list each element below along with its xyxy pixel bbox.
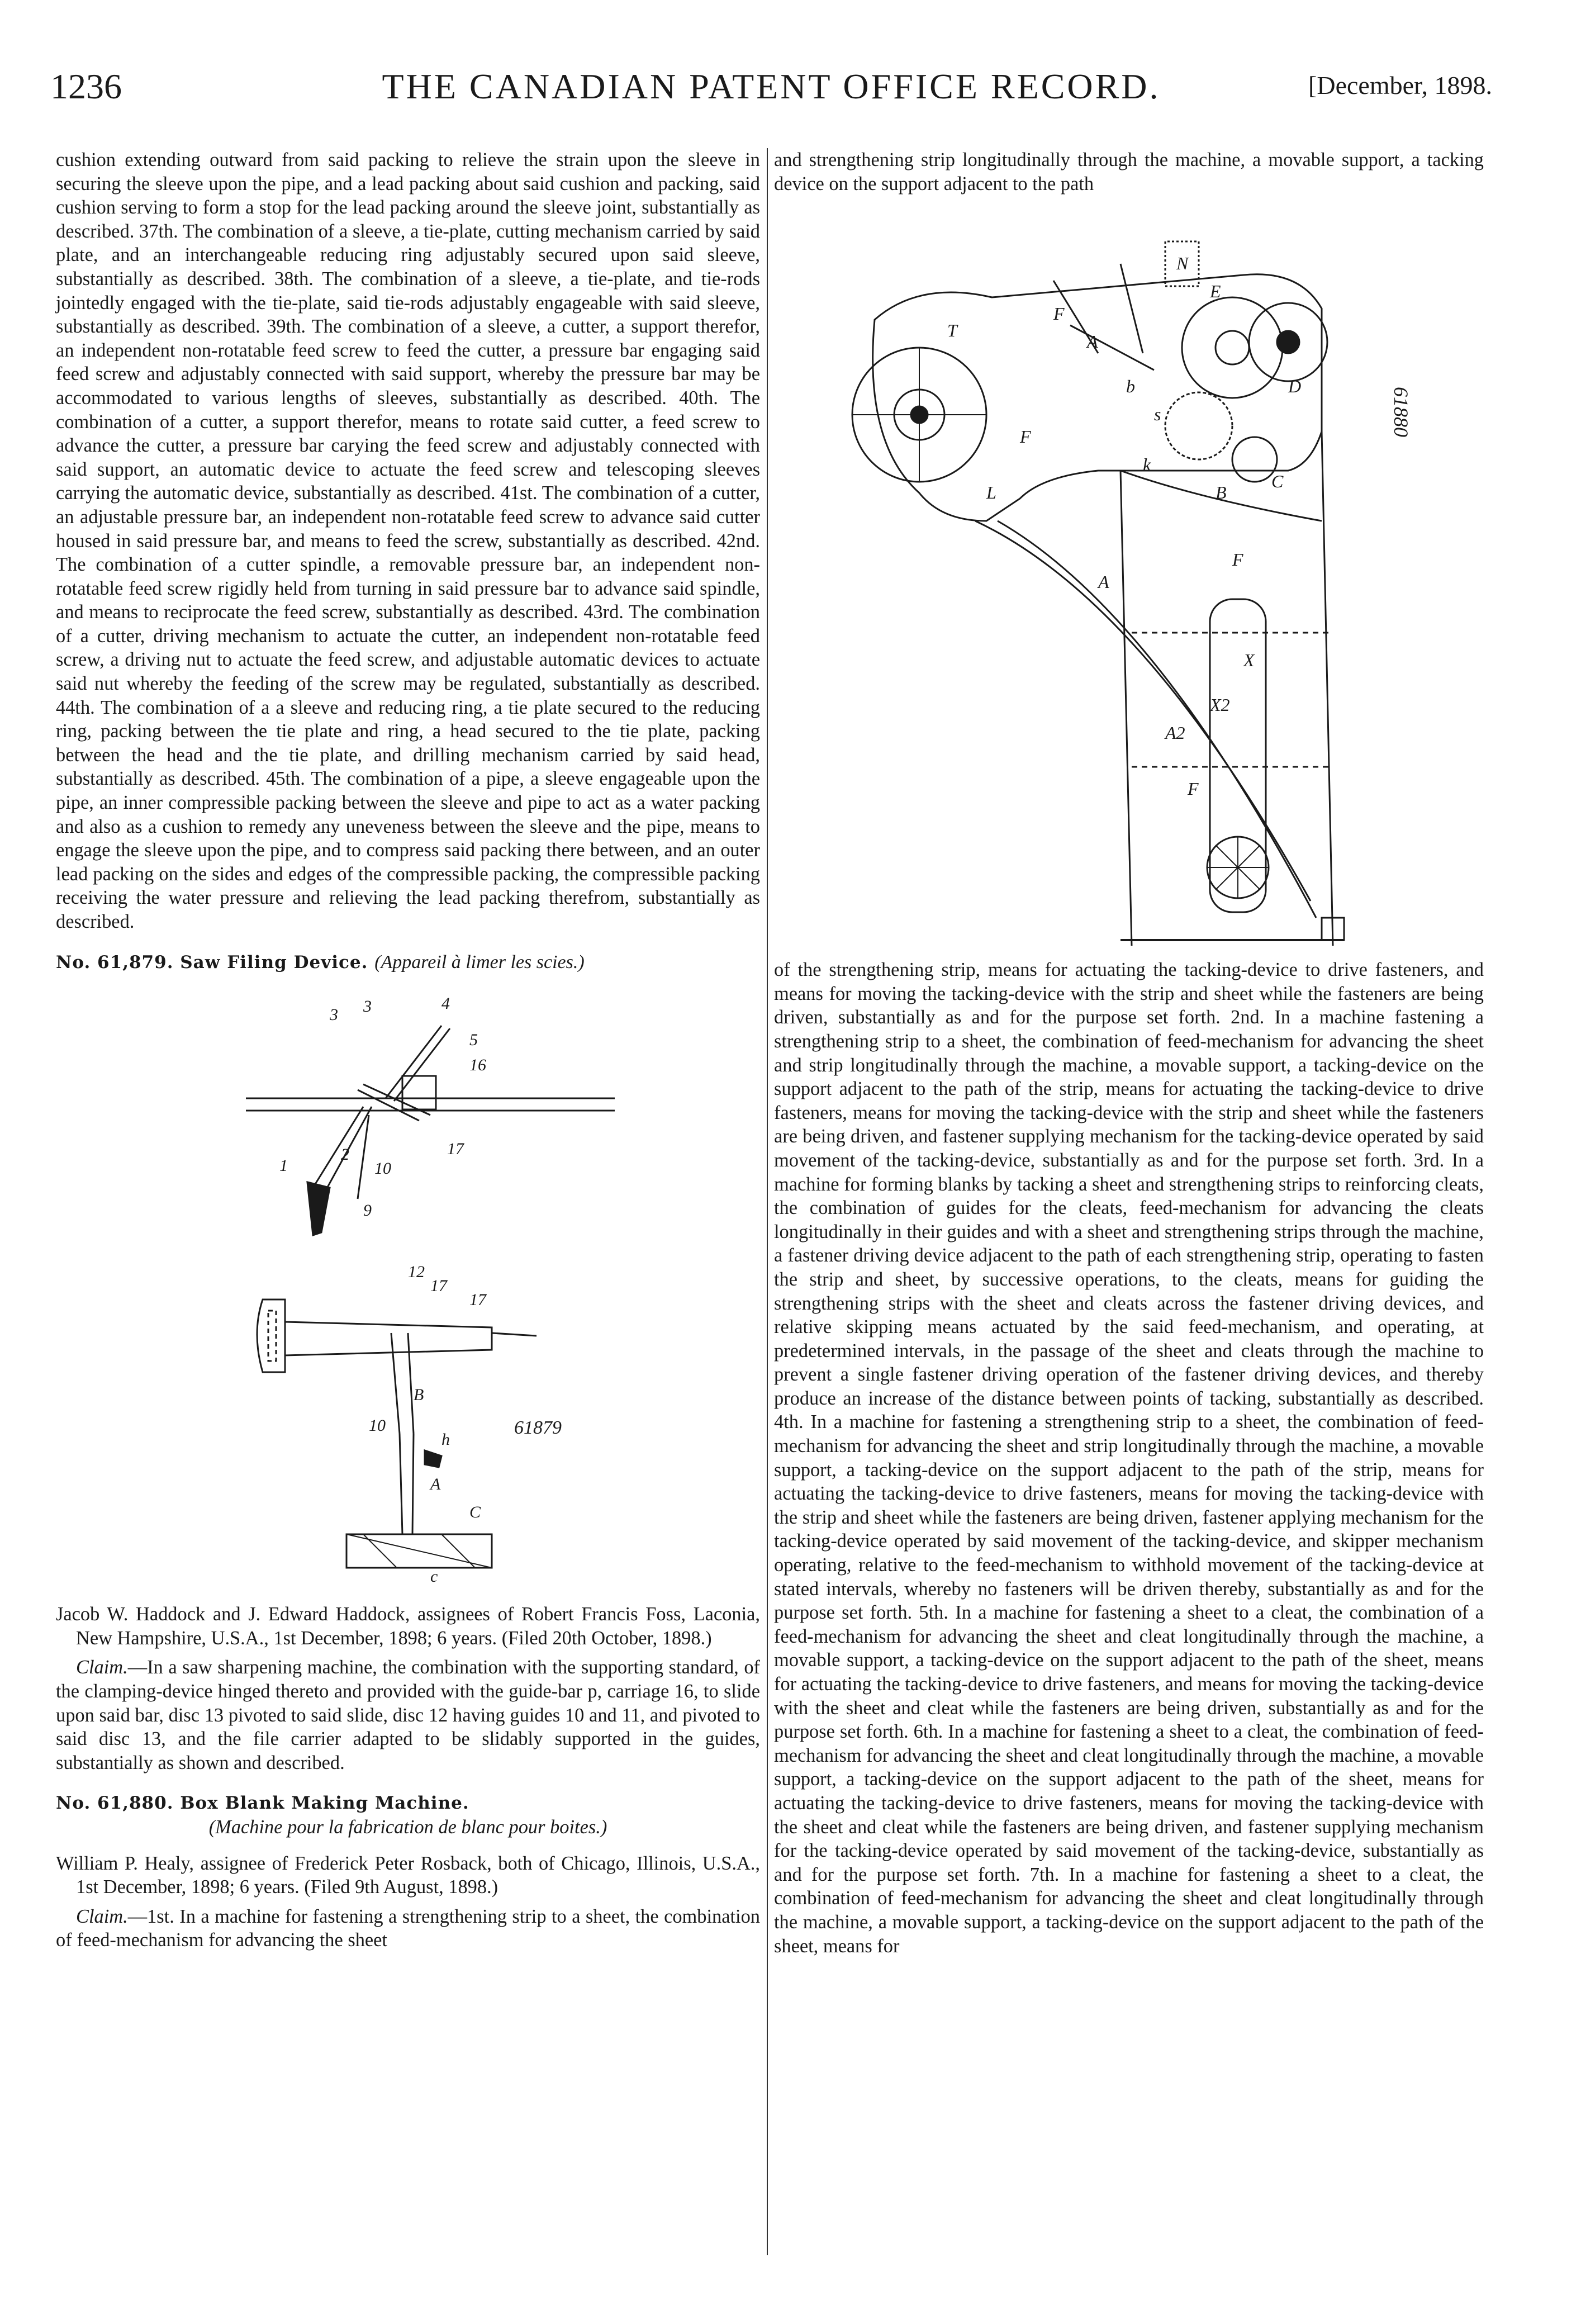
patent-title: Saw Filing Device. bbox=[180, 952, 368, 973]
figure-label: E bbox=[1210, 281, 1221, 302]
claim-text bbox=[56, 1905, 760, 1952]
figure-label: 17 bbox=[430, 1277, 447, 1296]
figure-label: X bbox=[1243, 650, 1255, 671]
figure-number: 61879 bbox=[514, 1417, 562, 1439]
box-blank-machine-figure bbox=[808, 208, 1450, 946]
column-divider bbox=[767, 148, 768, 2255]
claim-body: —1st. In a machine for fastening a strengthening strip to a sheet, the combination of feed-mechanism for advancing the sheet bbox=[56, 1905, 760, 1951]
figure-label: 17 bbox=[447, 1140, 464, 1159]
figure-label: F bbox=[1053, 303, 1065, 324]
claim-label: Claim. bbox=[76, 1905, 128, 1927]
figure-label: 16 bbox=[469, 1056, 486, 1075]
patent-entry-heading bbox=[56, 1791, 760, 1815]
figure-label: F bbox=[1020, 426, 1031, 447]
figure-label: 17 bbox=[469, 1291, 486, 1310]
patent-title-french: (Machine pour la fabrication de blanc pour boites.) bbox=[208, 1816, 607, 1838]
assignee-text: William P. Healy, assignee of Frederick Peter Rosback, both of Chicago, Illinois, U.S.A., 1st December, 1898; 6 years. (Filed 9th August, 1898.) bbox=[56, 1852, 760, 1898]
patent-number: No. 61,880. bbox=[56, 1793, 174, 1814]
figure-label: 1 bbox=[279, 1156, 288, 1175]
publication-title: THE CANADIAN PATENT OFFICE RECORD. bbox=[382, 67, 1161, 106]
figure-label: 3 bbox=[330, 1006, 338, 1025]
claim-label: Claim. bbox=[76, 1657, 128, 1678]
figure-label: A bbox=[1087, 331, 1098, 352]
right-column bbox=[774, 148, 1484, 1958]
claim-body: —In a saw sharpening machine, the combination with the supporting standard, of the clamping-device hinged thereto and provided with the guide-bar p, carriage 16, to slide upon said bar, disc 13 pivoted to said slide, disc 12 having guides 10 and 11, and pivoted to said disc 13, and the file carrier adapted to be slidably supported in the guides, substantially as shown and described. bbox=[56, 1657, 760, 1773]
figure-label: b bbox=[1126, 376, 1135, 397]
saw-filing-device-figure bbox=[179, 986, 637, 1590]
figure-label: L bbox=[986, 482, 996, 503]
patent-title-french: (Appareil à limer les scies.) bbox=[374, 951, 585, 973]
figure-label: F bbox=[1188, 779, 1199, 799]
patent-entry-heading bbox=[56, 951, 760, 975]
figure-label: 2 bbox=[341, 1145, 349, 1164]
figure-label: A bbox=[1098, 572, 1109, 592]
patent-number: No. 61,879. bbox=[56, 952, 174, 973]
figure-label: B bbox=[414, 1386, 424, 1405]
figure-label: A2 bbox=[1165, 723, 1185, 743]
figure-label: 4 bbox=[441, 994, 450, 1013]
assignee-text: Jacob W. Haddock and J. Edward Haddock, assignees of Robert Francis Foss, Laconia, New Hampshire, U.S.A., 1st December, 1898; 6 years. (Filed 20th October, 1898.) bbox=[56, 1604, 760, 1649]
continued-claims-text: of the strengthening strip, means for actuating the tacking-device to drive fasteners, and means for moving the tacking-device with the strip and sheet while the fasteners are being driven, substantially as and for the purpose set forth. 2nd. In a machine fastening a strengthening strip to a sheet, the combination of feed-mechanism for advancing the sheet and strip longitudinally through the machine, a movable support, a tacking-device on the support adjacent to the path of the strip, means for actuating the tacking-device to drive fasteners, means for moving the tacking-device with the strip and sheet while the fasteners are being driven, and fastener supplying mechanism for the tacking-device operated by said movement of the tacking-device, substantially as and for the purpose set forth. 3rd. In a machine for forming blanks by tacking a sheet and strengthening strips to reinforcing cleats, the combination of guides for the cleats, feed-mechanism for advancing the cleats longitudinally in their guides and with a sheet and strengthening strips through the machine, a fastener driving device adjacent to the path of each strengthening strip, operating to fasten the strip and sheet, by successive operations, to the cleats, means for guiding the strengthening strips with the sheet and cleats across the fastener driving devices, and relative skipping means actuated by the said feed-mechanism, and operating, at predetermined intervals, in the passage of the sheet and cleats through the machine to prevent a single fastener driving operation of the fastener driving devices, and thereby produce an increase of the distance between points of tacking, substantially as described. 4th. In a machine for fastening a strengthening strip to a sheet, the combination of feed-mechanism for advancing the sheet and strip longitudinally through the machine, a movable support, a tacking-device on the support adjacent to the path of the strip, means for actuating the tacking-device to drive fasteners, means for moving the tacking-device with the strip and sheet while the fasteners are being driven, fastener applying mechanism for the tacking-device operated by said movement of the tacking-device, and skipper mechanism operating, relative to the feed-mechanism to withhold movement of the tacking-device at stated intervals, whereby no fasteners will be driven thereby, substantially as and for the purpose set forth. 5th. In a machine for fastening a sheet to a cleat, the combination of a feed-mechanism for advancing the sheet and cleat longitudinally through the machine, a movable support, a tacking-device on the support adjacent to the path of the sheet, means for actuating the tacking-device to drive fasteners, and means for moving the tacking-device with the sheet and cleat while the fasteners are being driven, substantially as and for the purpose set forth. 6th. In a machine for fastening a sheet to a cleat, the combination of feed-mechanism for advancing the sheet and cleat longitudinally through the machine, a movable support, a tacking-device on the support adjacent to the path of the sheet, means for actuating the tacking-device to drive fasteners, means for moving the tacking-device with the sheet and cleat while the fasteners are being driven, and fastener supplying mechanism for the tacking-device operated by said movement of the tacking-device, substantially as and for the purpose set forth. 7th. In a machine for fastening a sheet to a cleat, the combination of feed-mechanism for advancing the sheet and cleat longitudinally through the machine, a movable support, a tacking-device on the support adjacent to the path of the sheet, means for bbox=[774, 959, 1484, 1957]
figure-label: 10 bbox=[374, 1159, 391, 1178]
figure-label: s bbox=[1154, 404, 1161, 425]
figure-label: D bbox=[1288, 376, 1302, 397]
claim-text bbox=[56, 1656, 760, 1775]
figure-label: h bbox=[441, 1430, 450, 1449]
page-number: 1236 bbox=[50, 67, 122, 106]
page-header bbox=[50, 66, 1492, 116]
figure-label: C bbox=[469, 1503, 481, 1522]
patent-title: Box Blank Making Machine. bbox=[180, 1793, 469, 1814]
figure-label: F bbox=[1232, 549, 1243, 570]
figure-label: c bbox=[430, 1567, 438, 1586]
figure-label: 5 bbox=[469, 1031, 478, 1050]
figure-label: 10 bbox=[369, 1416, 386, 1435]
continued-claims-text: and strengthening strip longitudinally through the machine, a movable support, a tacking device on the support adjacent to the path bbox=[774, 149, 1484, 195]
continued-claims-text: cushion extending outward from said packing to relieve the strain upon the sleeve in securing the sleeve upon the pipe, and a lead packing about said cushion and packing, said cushion serving to form a stop for the lead packing around the sleeve joint, substantially as described. 37th. The combination of a sleeve, a tie-plate, cutting mechanism carried by said plate, and an interchangeable reducing ring adjustably secured upon said sleeve, substantially as described. 38th. The combination of a sleeve, a tie-plate, and tie-rods jointedly engaged with the tie-plate, said tie-rods adjustably engageable with said sleeve, substantially as described. 39th. The combination of a sleeve, a cutter, a support therefor, an independent non-rotatable feed screw to feed the cutter, a pressure bar engaging said feed screw and adjustably connected with said support, whereby the pressure bar may be accommodated to various lengths of sleeves, substantially as described. 40th. The combination of a cutter, a support therefor, means to rotate said cutter, a feed screw to advance the cutter, a pressure bar carying the feed screw and adjustably connected with said support, an automatic device to actuate the feed screw and telescoping sleeves carrying the automatic device, substantially as described. 41st. The combination of a cutter, an adjustable pressure bar, an independent non-rotatable feed screw to advance said cutter housed in said pressure bar, and means to feed the screw, substantially as described. 42nd. The combination of a cutter spindle, a removable pressure bar, an independent non-rotatable feed screw rigidly held from turning in said pressure bar to advance said spindle, and means to reciprocate the feed screw, substantially as described. 43rd. The combination of a cutter, driving mechanism to actuate the cutter, an independent non-rotatable feed screw, a driving nut to actuate the feed screw, and adjustable automatic devices to actuate said nut whereby the feeding of the screw may be regulated, substantially as described. 44th. The combination of a a sleeve and reducing ring, a tie plate secured to the reducing ring, packing between the tie plate and ring, a head secured to the tie plate, packing between the head and the tie plate, and drilling mechanism carried by said head, substantially as described. 45th. The combination of a pipe, a sleeve engageable upon the pipe, an inner compressible packing between the sleeve and pipe to act as a water packing and also as a cushion to remedy any uneveness between the sleeve and the pipe, means to engage the sleeve upon the pipe, and to compress said packing there between, and an outer lead packing on the sides and edges of the compressible packing, the compressible packing receiving the water pressure and relieving the lead packing therefrom, substantially as described. bbox=[56, 149, 760, 932]
figure-label: X2 bbox=[1210, 695, 1230, 715]
figure-label: 9 bbox=[363, 1201, 372, 1220]
left-column bbox=[56, 148, 760, 1952]
figure-label: 3 bbox=[363, 997, 372, 1016]
issue-date: [December, 1898. bbox=[1308, 71, 1492, 99]
figure-number: 61880 bbox=[1390, 387, 1412, 438]
figure-label: B bbox=[1216, 482, 1227, 503]
figure-label: N bbox=[1176, 253, 1189, 274]
figure-label: 12 bbox=[408, 1263, 425, 1282]
figure-label: k bbox=[1143, 454, 1151, 475]
figure-label: A bbox=[430, 1475, 441, 1494]
figure-label: C bbox=[1271, 471, 1284, 492]
figure-label: T bbox=[947, 320, 957, 341]
